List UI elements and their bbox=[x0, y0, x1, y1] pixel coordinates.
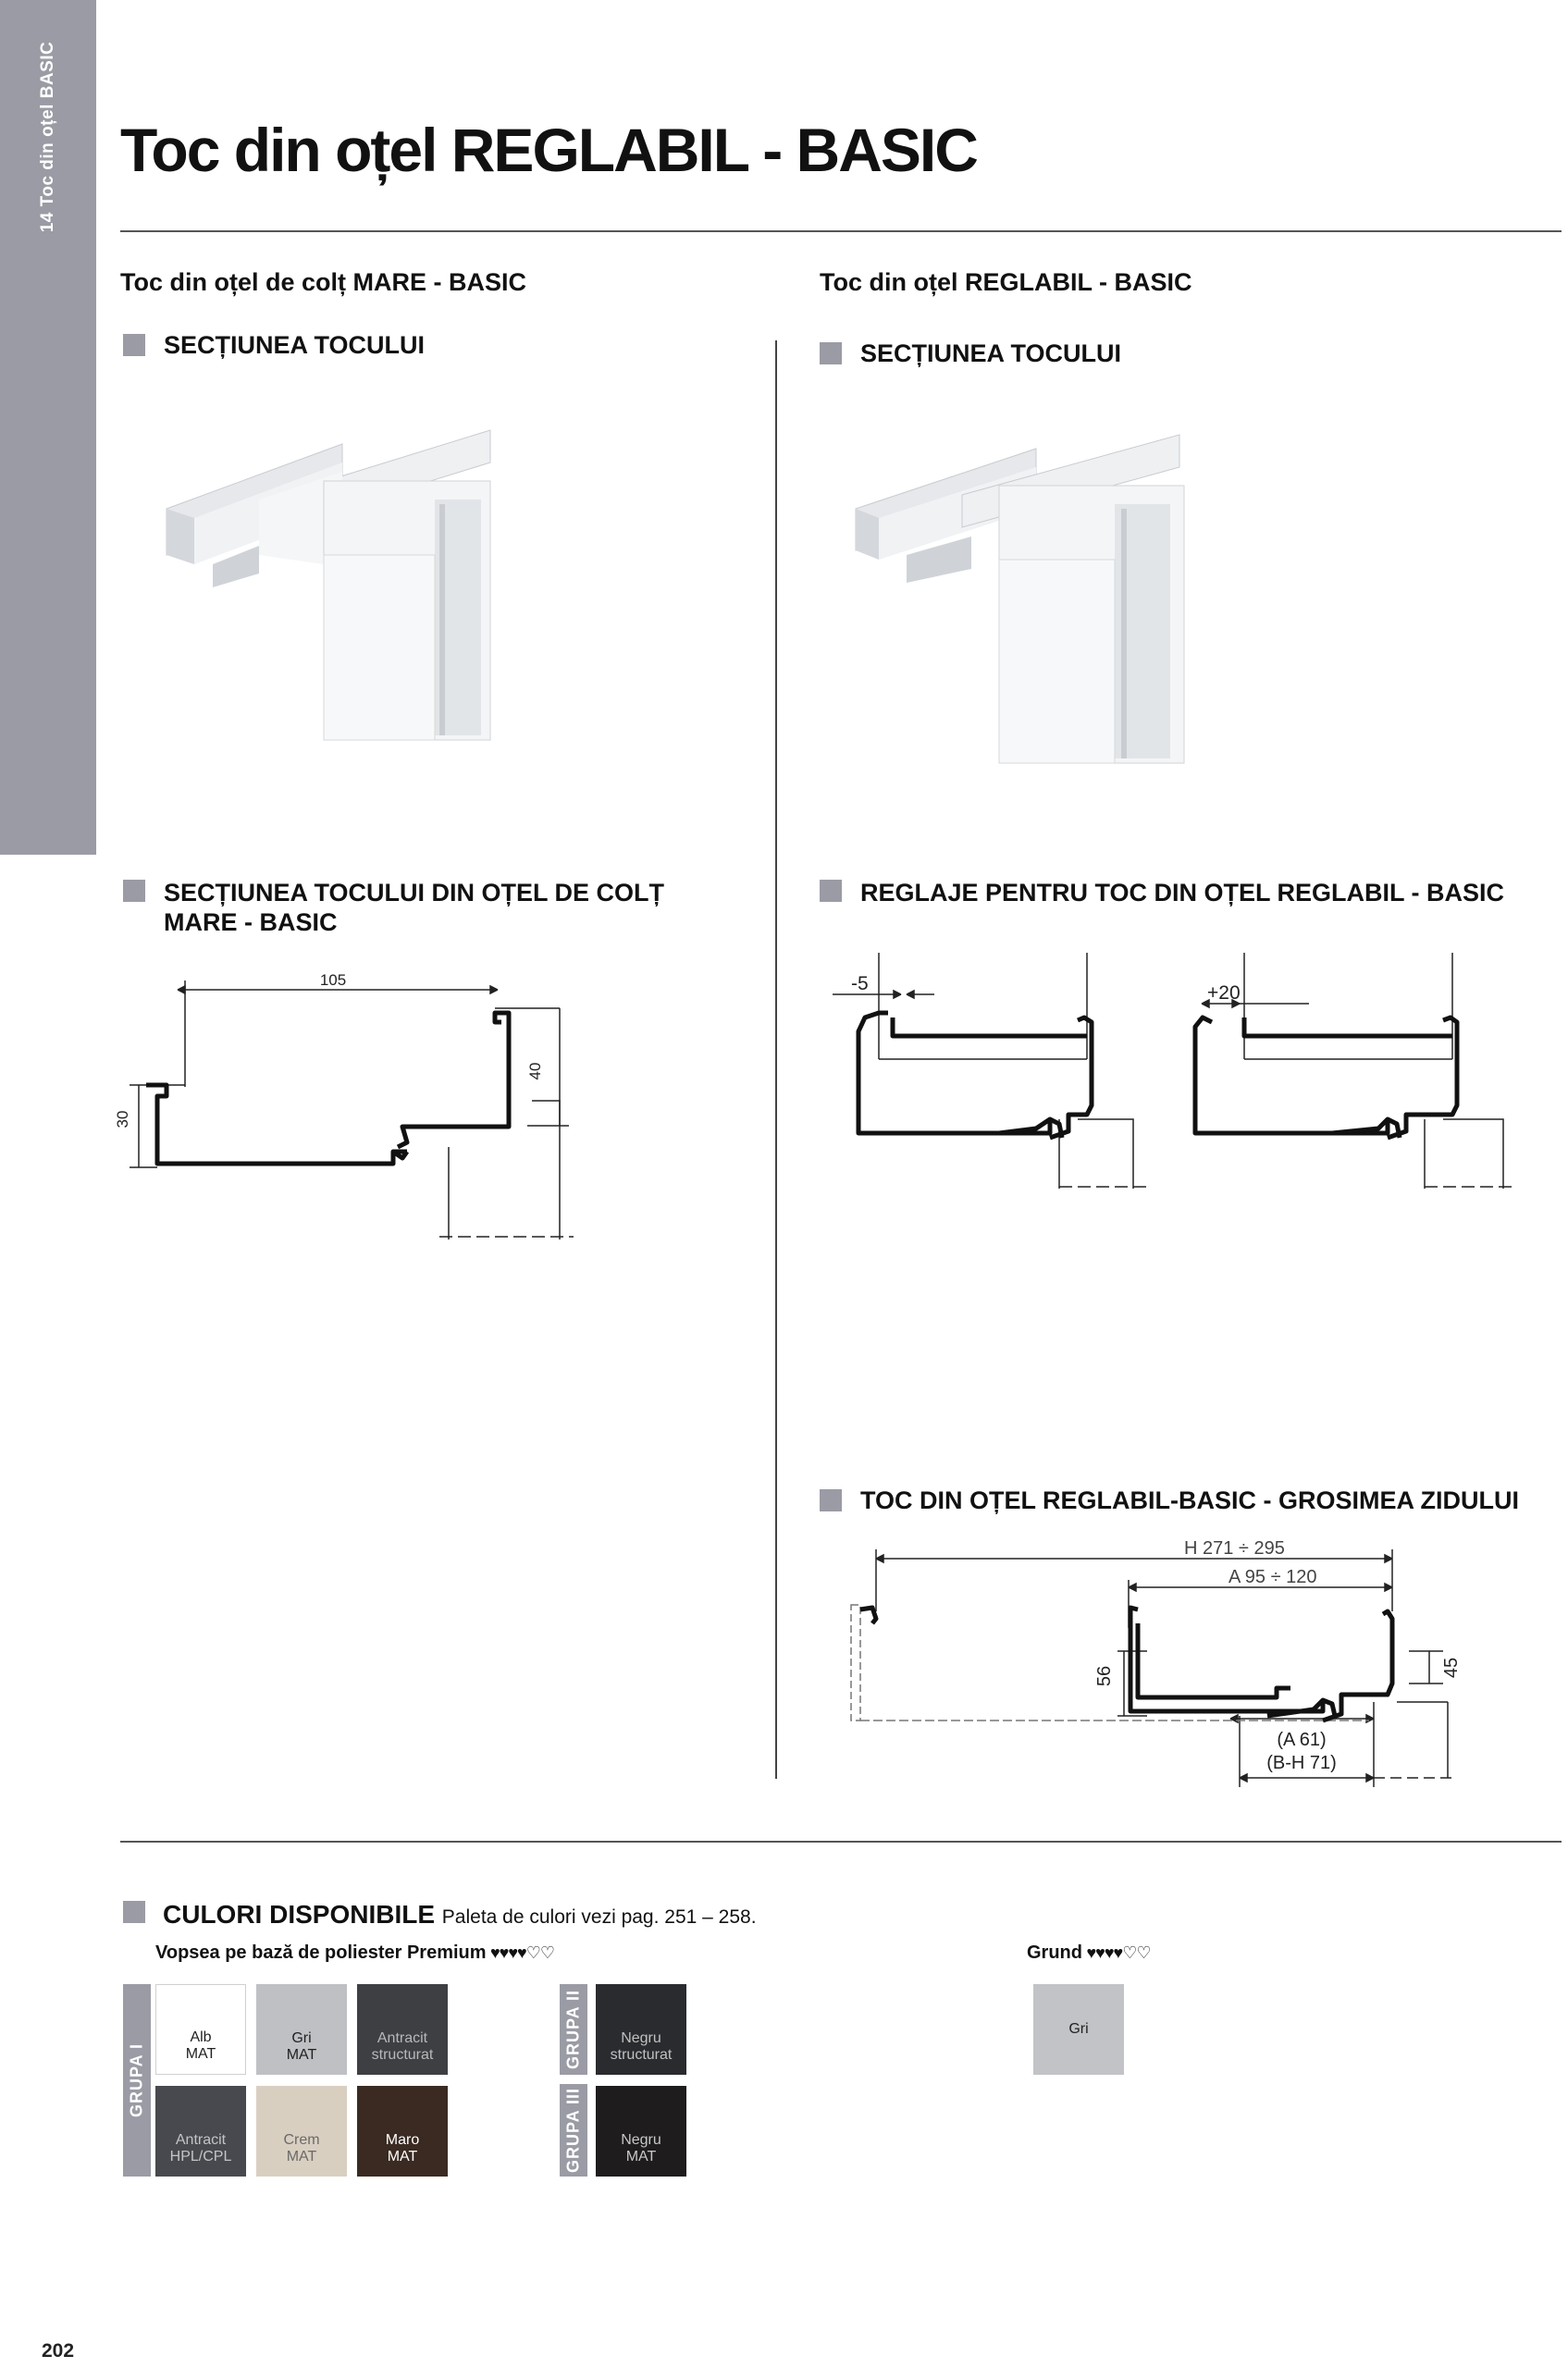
group-2-label: GRUPA II bbox=[563, 1989, 583, 2070]
swatch-name: Gri bbox=[291, 2030, 312, 2046]
group-bar-2 bbox=[560, 1984, 587, 2075]
section-marker-square bbox=[123, 334, 145, 356]
group-3-label: GRUPA III bbox=[563, 2087, 583, 2174]
right-subtitle: Toc din oțel REGLABIL - BASIC bbox=[820, 268, 1192, 296]
title-rule bbox=[120, 230, 1562, 232]
swatch-grund-gri[interactable] bbox=[1033, 1984, 1124, 2075]
left-subtitle: Toc din oțel de colț MARE - BASIC bbox=[120, 268, 527, 296]
frame-corner-render-left bbox=[157, 426, 509, 758]
section-marker-square bbox=[820, 342, 842, 364]
page-number: 202 bbox=[42, 2340, 75, 2362]
frame-adjustment-diagram bbox=[814, 948, 1554, 1198]
section-marker-square bbox=[820, 1489, 842, 1511]
frame-corner-section-diagram bbox=[114, 962, 601, 1240]
column-divider bbox=[775, 340, 777, 1779]
h-range-label: H 271 ÷ 295 bbox=[1184, 1538, 1285, 1559]
swatch-name: Negru bbox=[621, 2132, 661, 2148]
swatch-antracit-structurat[interactable] bbox=[357, 1984, 448, 2075]
swatch-finish: MAT bbox=[387, 2149, 418, 2164]
left-diagram-label bbox=[164, 878, 664, 937]
bh-note-label: (B-H 71) bbox=[1266, 1753, 1337, 1773]
adjust-minus-label: -5 bbox=[851, 973, 869, 994]
section-marker-square bbox=[123, 880, 145, 902]
swatch-finish: MAT bbox=[286, 2149, 317, 2164]
swatch-maro-mat[interactable] bbox=[357, 2086, 448, 2177]
swatch-name: Antracit bbox=[377, 2030, 428, 2046]
wall-thickness-diagram bbox=[842, 1536, 1489, 1794]
swatch-negru-mat[interactable] bbox=[596, 2086, 686, 2177]
group-1-label: GRUPA I bbox=[127, 2042, 146, 2118]
section-marker-square bbox=[123, 1901, 145, 1923]
sidebar-chapter-label: 14 Toc din oțel BASIC bbox=[38, 41, 57, 233]
adjust-label: REGLAJE PENTRU TOC DIN OȚEL REGLABIL - BASIC bbox=[860, 879, 1505, 906]
dim-height-label: 30 bbox=[114, 1110, 131, 1128]
adjust-plus-label: +20 bbox=[1207, 982, 1241, 1004]
colors-title: CULORI DISPONIBILE bbox=[163, 1900, 436, 1929]
left-diagram-label-line2: MARE - BASIC bbox=[164, 908, 338, 936]
colors-heading bbox=[163, 1900, 757, 1930]
frame-adjustable-render-right bbox=[851, 435, 1193, 768]
dim-depth-label: 40 bbox=[526, 1062, 544, 1080]
swatch-finish: MAT bbox=[286, 2047, 317, 2063]
swatch-name: Negru bbox=[621, 2030, 661, 2046]
swatch-finish: HPL/CPL bbox=[169, 2149, 232, 2164]
left-height-label: 56 bbox=[1094, 1665, 1115, 1687]
swatch-name: Gri bbox=[1068, 2021, 1089, 2037]
paint-durability-icons: ♥♥♥♥♡♡ bbox=[489, 1943, 555, 1962]
wall-label: TOC DIN OȚEL REGLABIL-BASIC - GROSIMEA ZIDULUI bbox=[860, 1486, 1519, 1514]
swatch-crem-mat[interactable] bbox=[256, 2086, 347, 2177]
primer-heading bbox=[1027, 1942, 1150, 1964]
swatch-negru-structurat[interactable] bbox=[596, 1984, 686, 2075]
swatch-name: Alb bbox=[190, 2029, 212, 2045]
swatch-gri-mat[interactable] bbox=[256, 1984, 347, 2075]
primer-label: Grund bbox=[1027, 1942, 1082, 1963]
swatch-finish: structurat bbox=[371, 2047, 434, 2063]
primer-durability-icons: ♥♥♥♥♡♡ bbox=[1086, 1943, 1151, 1962]
a-note-label: (A 61) bbox=[1277, 1730, 1327, 1750]
swatch-alb-mat[interactable] bbox=[155, 1984, 246, 2075]
right-height-label: 45 bbox=[1441, 1657, 1462, 1679]
paint-label: Vopsea pe bază de poliester Premium bbox=[155, 1942, 487, 1963]
swatch-name: Crem bbox=[283, 2132, 320, 2148]
colors-divider bbox=[120, 1841, 1562, 1843]
dim-width-label: 105 bbox=[319, 971, 347, 989]
swatch-finish: structurat bbox=[610, 2047, 673, 2063]
swatch-name: Maro bbox=[385, 2132, 420, 2148]
colors-note: Paleta de culori vezi pag. 251 – 258. bbox=[441, 1906, 757, 1928]
section-marker-square bbox=[820, 880, 842, 902]
swatch-name: Antracit bbox=[175, 2132, 227, 2148]
left-section-label: SECȚIUNEA TOCULUI bbox=[164, 331, 426, 359]
paint-heading bbox=[155, 1942, 554, 1964]
page-title: Toc din oțel REGLABIL - BASIC bbox=[120, 116, 977, 184]
group-bar-1 bbox=[123, 1984, 151, 2177]
left-diagram-label-line1: SECȚIUNEA TOCULUI DIN OȚEL DE COLȚ bbox=[164, 879, 665, 906]
swatch-antracit-hpl-cpl[interactable] bbox=[155, 2086, 246, 2177]
group-bar-3 bbox=[560, 2084, 587, 2177]
a-range-label: A 95 ÷ 120 bbox=[1228, 1567, 1317, 1587]
swatch-finish: MAT bbox=[625, 2149, 657, 2164]
right-section-label: SECȚIUNEA TOCULUI bbox=[860, 339, 1122, 367]
swatch-finish: MAT bbox=[185, 2046, 216, 2062]
